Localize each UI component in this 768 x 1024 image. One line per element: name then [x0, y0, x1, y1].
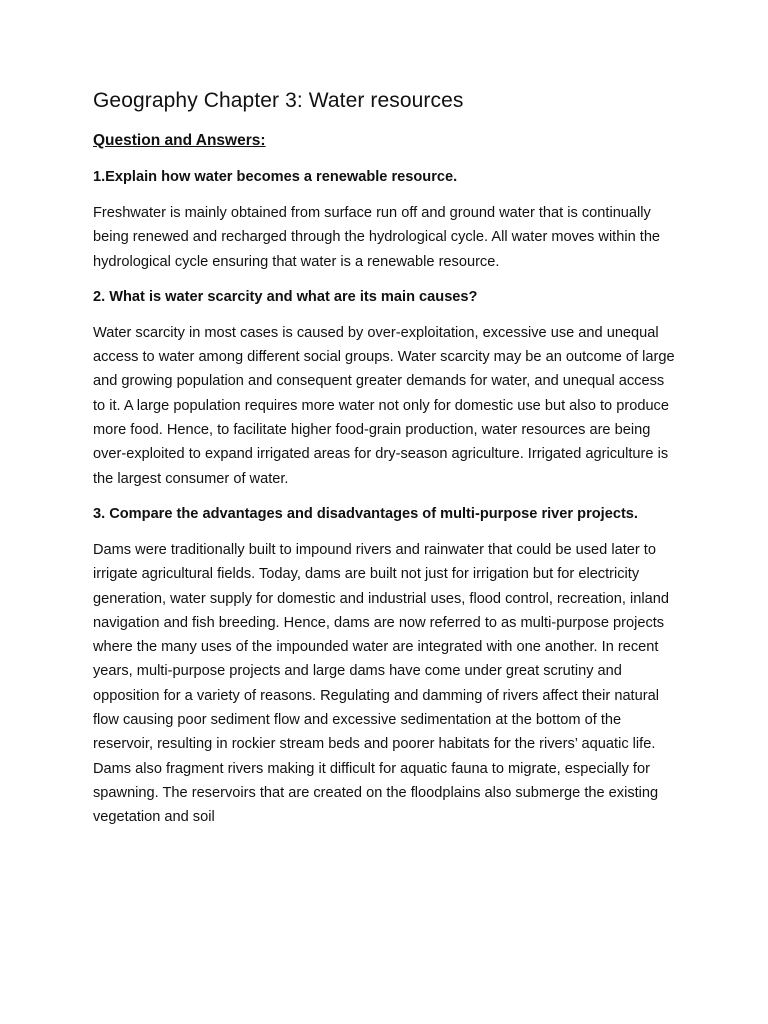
answer-2: Water scarcity in most cases is caused by over-exploitation, excessive use and unequal access to water among different social groups. Water scarcity may be an outcome of large and growing population and consequent greater demands for water, and unequal access to it. A large population requires more water not only for domestic use but also to produce more food. Hence, to facilitate higher food-grain production, water resources are being over-exploited to expand irrigated areas for dry-season agriculture. Irrigated agriculture is the largest consumer of water.: [93, 324, 675, 487]
answer-3: Dams were traditionally built to impound rivers and rainwater that could be used later to irrigate agricultural fields. Today, dams are built not just for irrigation but for electricity generation, water supply for domestic and industrial uses, flood control, recreation, inland navigation and fish breeding. Hence, dams are now referred to as multi-purpose projects where the many uses of the impounded water are integrated with one another. In recent years, multi-purpose projects and large dams have come under great scrutiny and opposition for a variety of reasons. Regulating and damming of rivers affect their natural flow causing poor sediment flow and excessive sedimentation at the bottom of the reservoir, resulting in rockier stream beds and poorer habitats for the rivers’ aquatic life. Dams also fragment rivers making it difficult for aquatic fauna to migrate, especially for spawning. The reservoirs that are created on the floodplains also submerge the existing vegetation and soil: [93, 541, 669, 826]
question-2: 2. What is water scarcity and what are its main causes?: [93, 288, 478, 305]
document-page: [93, 86, 677, 841]
document-title: Geography Chapter 3: Water resources: [93, 89, 464, 112]
section-heading: Question and Answers:: [93, 132, 266, 149]
question-1: 1.Explain how water becomes a renewable resource.: [93, 169, 458, 185]
qa-item-3: [93, 502, 677, 830]
qa-item-1: [93, 165, 677, 274]
question-3: 3. Compare the advantages and disadvantages of multi-purpose river projects.: [93, 505, 638, 522]
answer-1: Freshwater is mainly obtained from surface run off and ground water that is continually being renewed and recharged through the hydrological cycle. All water moves within the hydrological cycle ensuring that water is a renewable resource.: [93, 205, 661, 270]
qa-item-2: [93, 285, 677, 491]
